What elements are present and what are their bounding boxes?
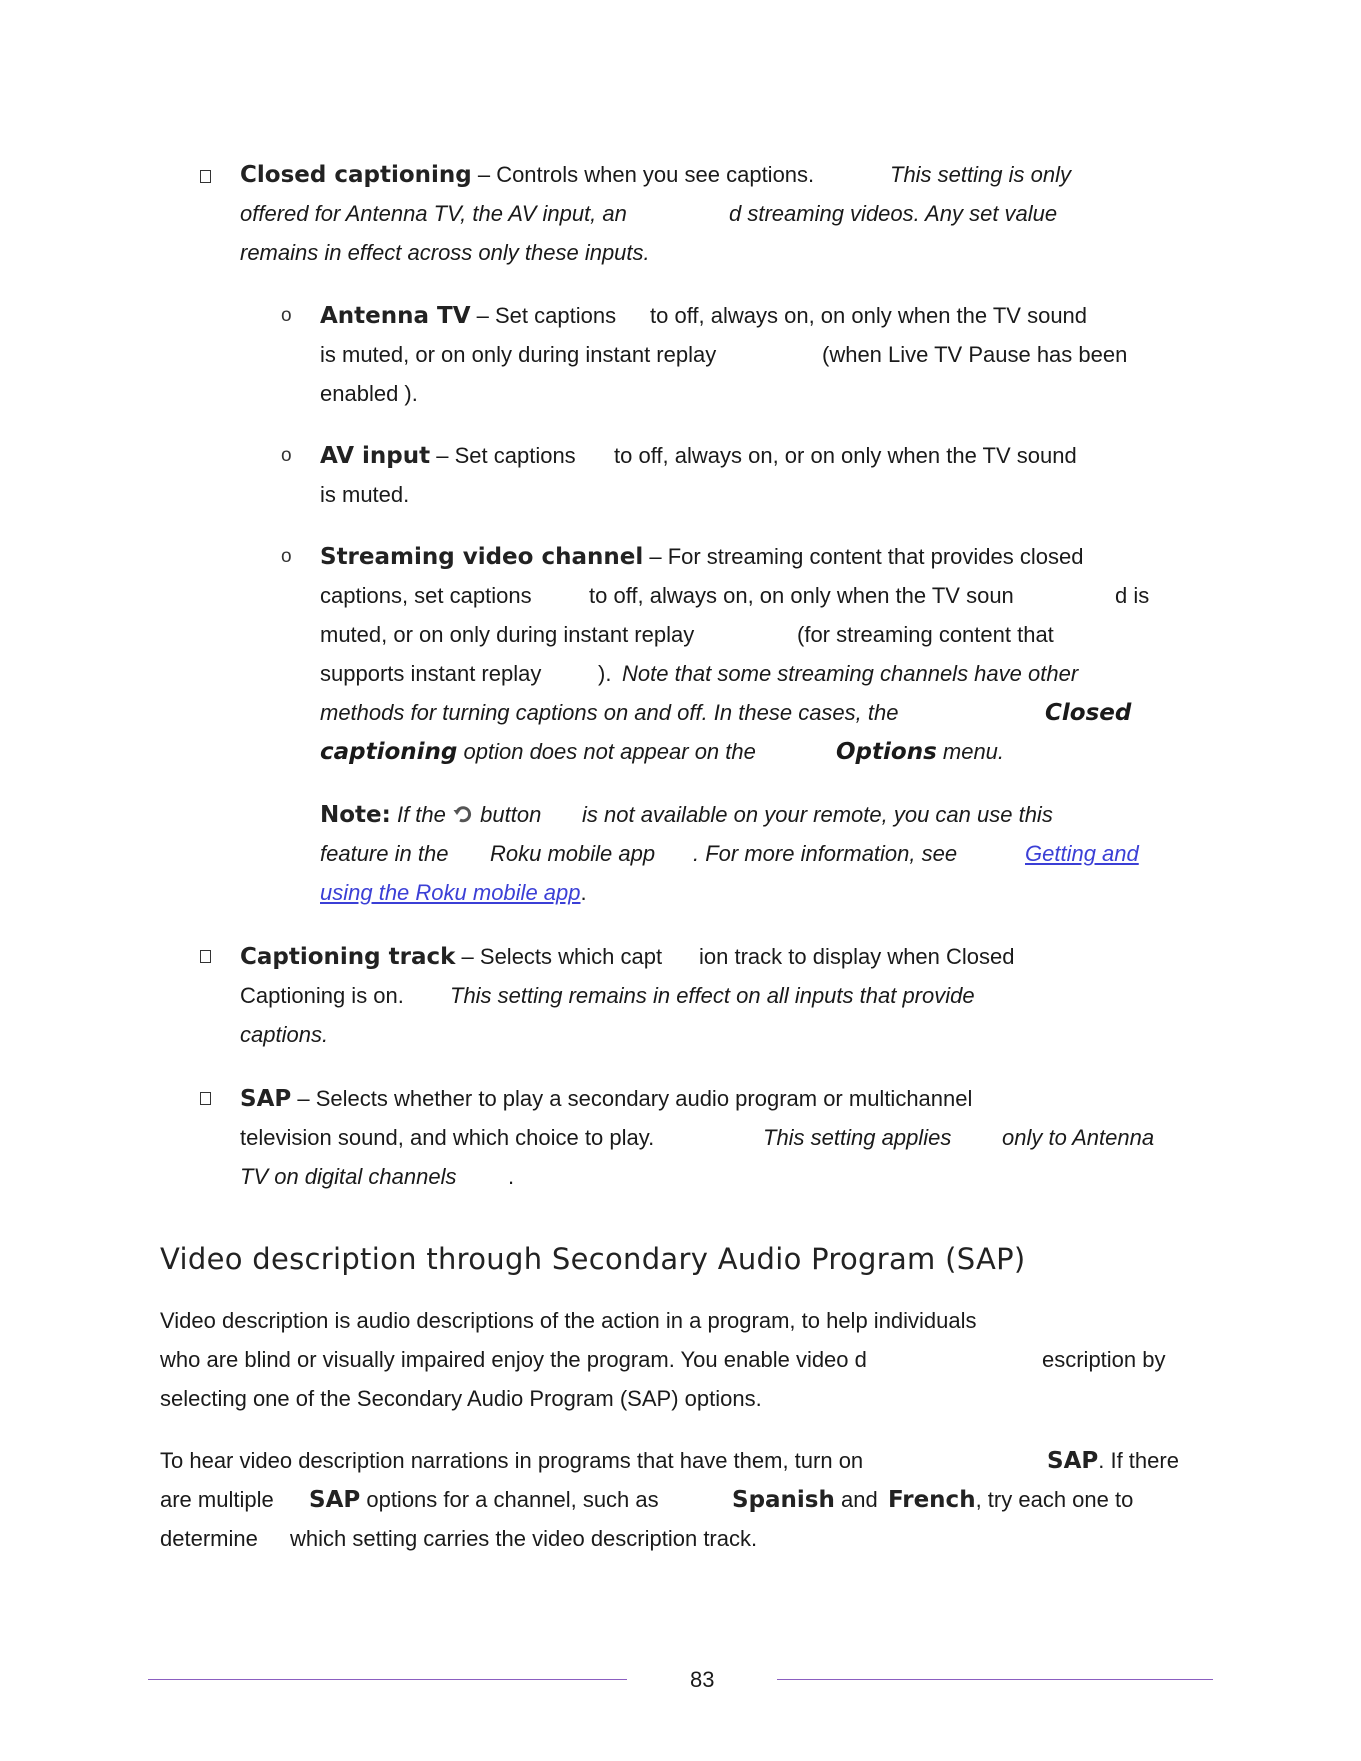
track-line-1: Captioning track – Selects which capt bbox=[240, 944, 663, 970]
manual-page: Closed captioning – Controls when you see captions. This setting is only offered for Antenna TV, the AV input, an d streaming videos. Any set value remains in effect across only these inputs. o Antenna TV – Set captions to off, always on, on only when the TV sound is muted, or on only during instant replay (when Live TV Pause has been enabled ). o AV input – Set captions to off, always on, or on only when the TV sound is muted. o Streaming video channel – For streaming content that provides closed captions, set captions to off, always on, on only when the TV soun d is muted, or on only during instant replay (for streaming content that supports instant replay ). Note that some streaming channels have other methods for turning captions on and off. In these cases, the Closed captioning option does not appear on the Options menu. Note: If the button is not available on your remote, you can use this feature in the Roku mobile app . For more information, see Getting and using the Roku mobile app. Captioning track – Selects which capt ion track to display when Closed Captioning is on. This setting remains in effect on all inputs that provide captions. SAP – Selects whether to play a secondary audio program or multichannel television sound, and which choice to play. This setting applies only to Antenna TV on digital channels . Video description through Secondary Audio Program (SAP) Video description is audio descriptions of the action in a program, to help individuals who are blind or visually impaired enjoy the program. You enable video d escription by selecting one of the Secondary Audio Program (SAP) options. To hear video description narrations in programs that have them, turn on SAP. If there are multiple SAP options for a channel, such as Spanish and French, try each one to determine which setting carries the video description track. 83 bbox=[0, 0, 1361, 1761]
bullet-circle: o bbox=[281, 445, 292, 466]
para1-line-1: Video description is audio descriptions of the action in a program, to help individuals bbox=[160, 1308, 977, 1333]
bullet-square bbox=[200, 1092, 211, 1105]
footer-rule-right bbox=[777, 1679, 1213, 1680]
bullet-square bbox=[200, 170, 211, 183]
section-heading: Video description through Secondary Audio Program (SAP) bbox=[160, 1242, 1026, 1276]
streaming-term: Streaming video channel bbox=[320, 544, 644, 570]
cc-line-1: Closed captioning – Controls when you see captions. bbox=[240, 162, 815, 188]
link-getting-and-using[interactable]: Getting and bbox=[1025, 841, 1139, 866]
note-label: Note: bbox=[320, 802, 391, 828]
sap-term: SAP bbox=[240, 1086, 292, 1112]
cc-desc: Controls when you see captions. bbox=[496, 162, 815, 187]
bullet-circle: o bbox=[281, 546, 292, 567]
sap-line-1: SAP – Selects whether to play a secondary audio program or multichannel bbox=[240, 1086, 973, 1112]
av-term: AV input bbox=[320, 443, 431, 469]
antenna-line-1: Antenna TV – Set captions bbox=[320, 303, 617, 329]
cc-term: Closed captioning bbox=[240, 162, 472, 188]
av-line-1: AV input – Set captions bbox=[320, 443, 576, 469]
bullet-circle: o bbox=[281, 305, 292, 326]
bullet-square bbox=[200, 950, 211, 963]
track-term: Captioning track bbox=[240, 944, 456, 970]
page-number: 83 bbox=[690, 1667, 715, 1692]
link-roku-mobile-app[interactable]: using the Roku mobile app bbox=[320, 880, 581, 905]
replay-icon bbox=[452, 803, 474, 825]
para2-line-1: To hear video description narrations in programs that have them, turn on bbox=[160, 1448, 864, 1473]
note-line-1: Note: If the button bbox=[320, 802, 542, 828]
antenna-term: Antenna TV bbox=[320, 303, 471, 329]
footer-rule-left bbox=[148, 1679, 627, 1680]
streaming-line-1: Streaming video channel – For streaming content that provides closed bbox=[320, 544, 1084, 570]
